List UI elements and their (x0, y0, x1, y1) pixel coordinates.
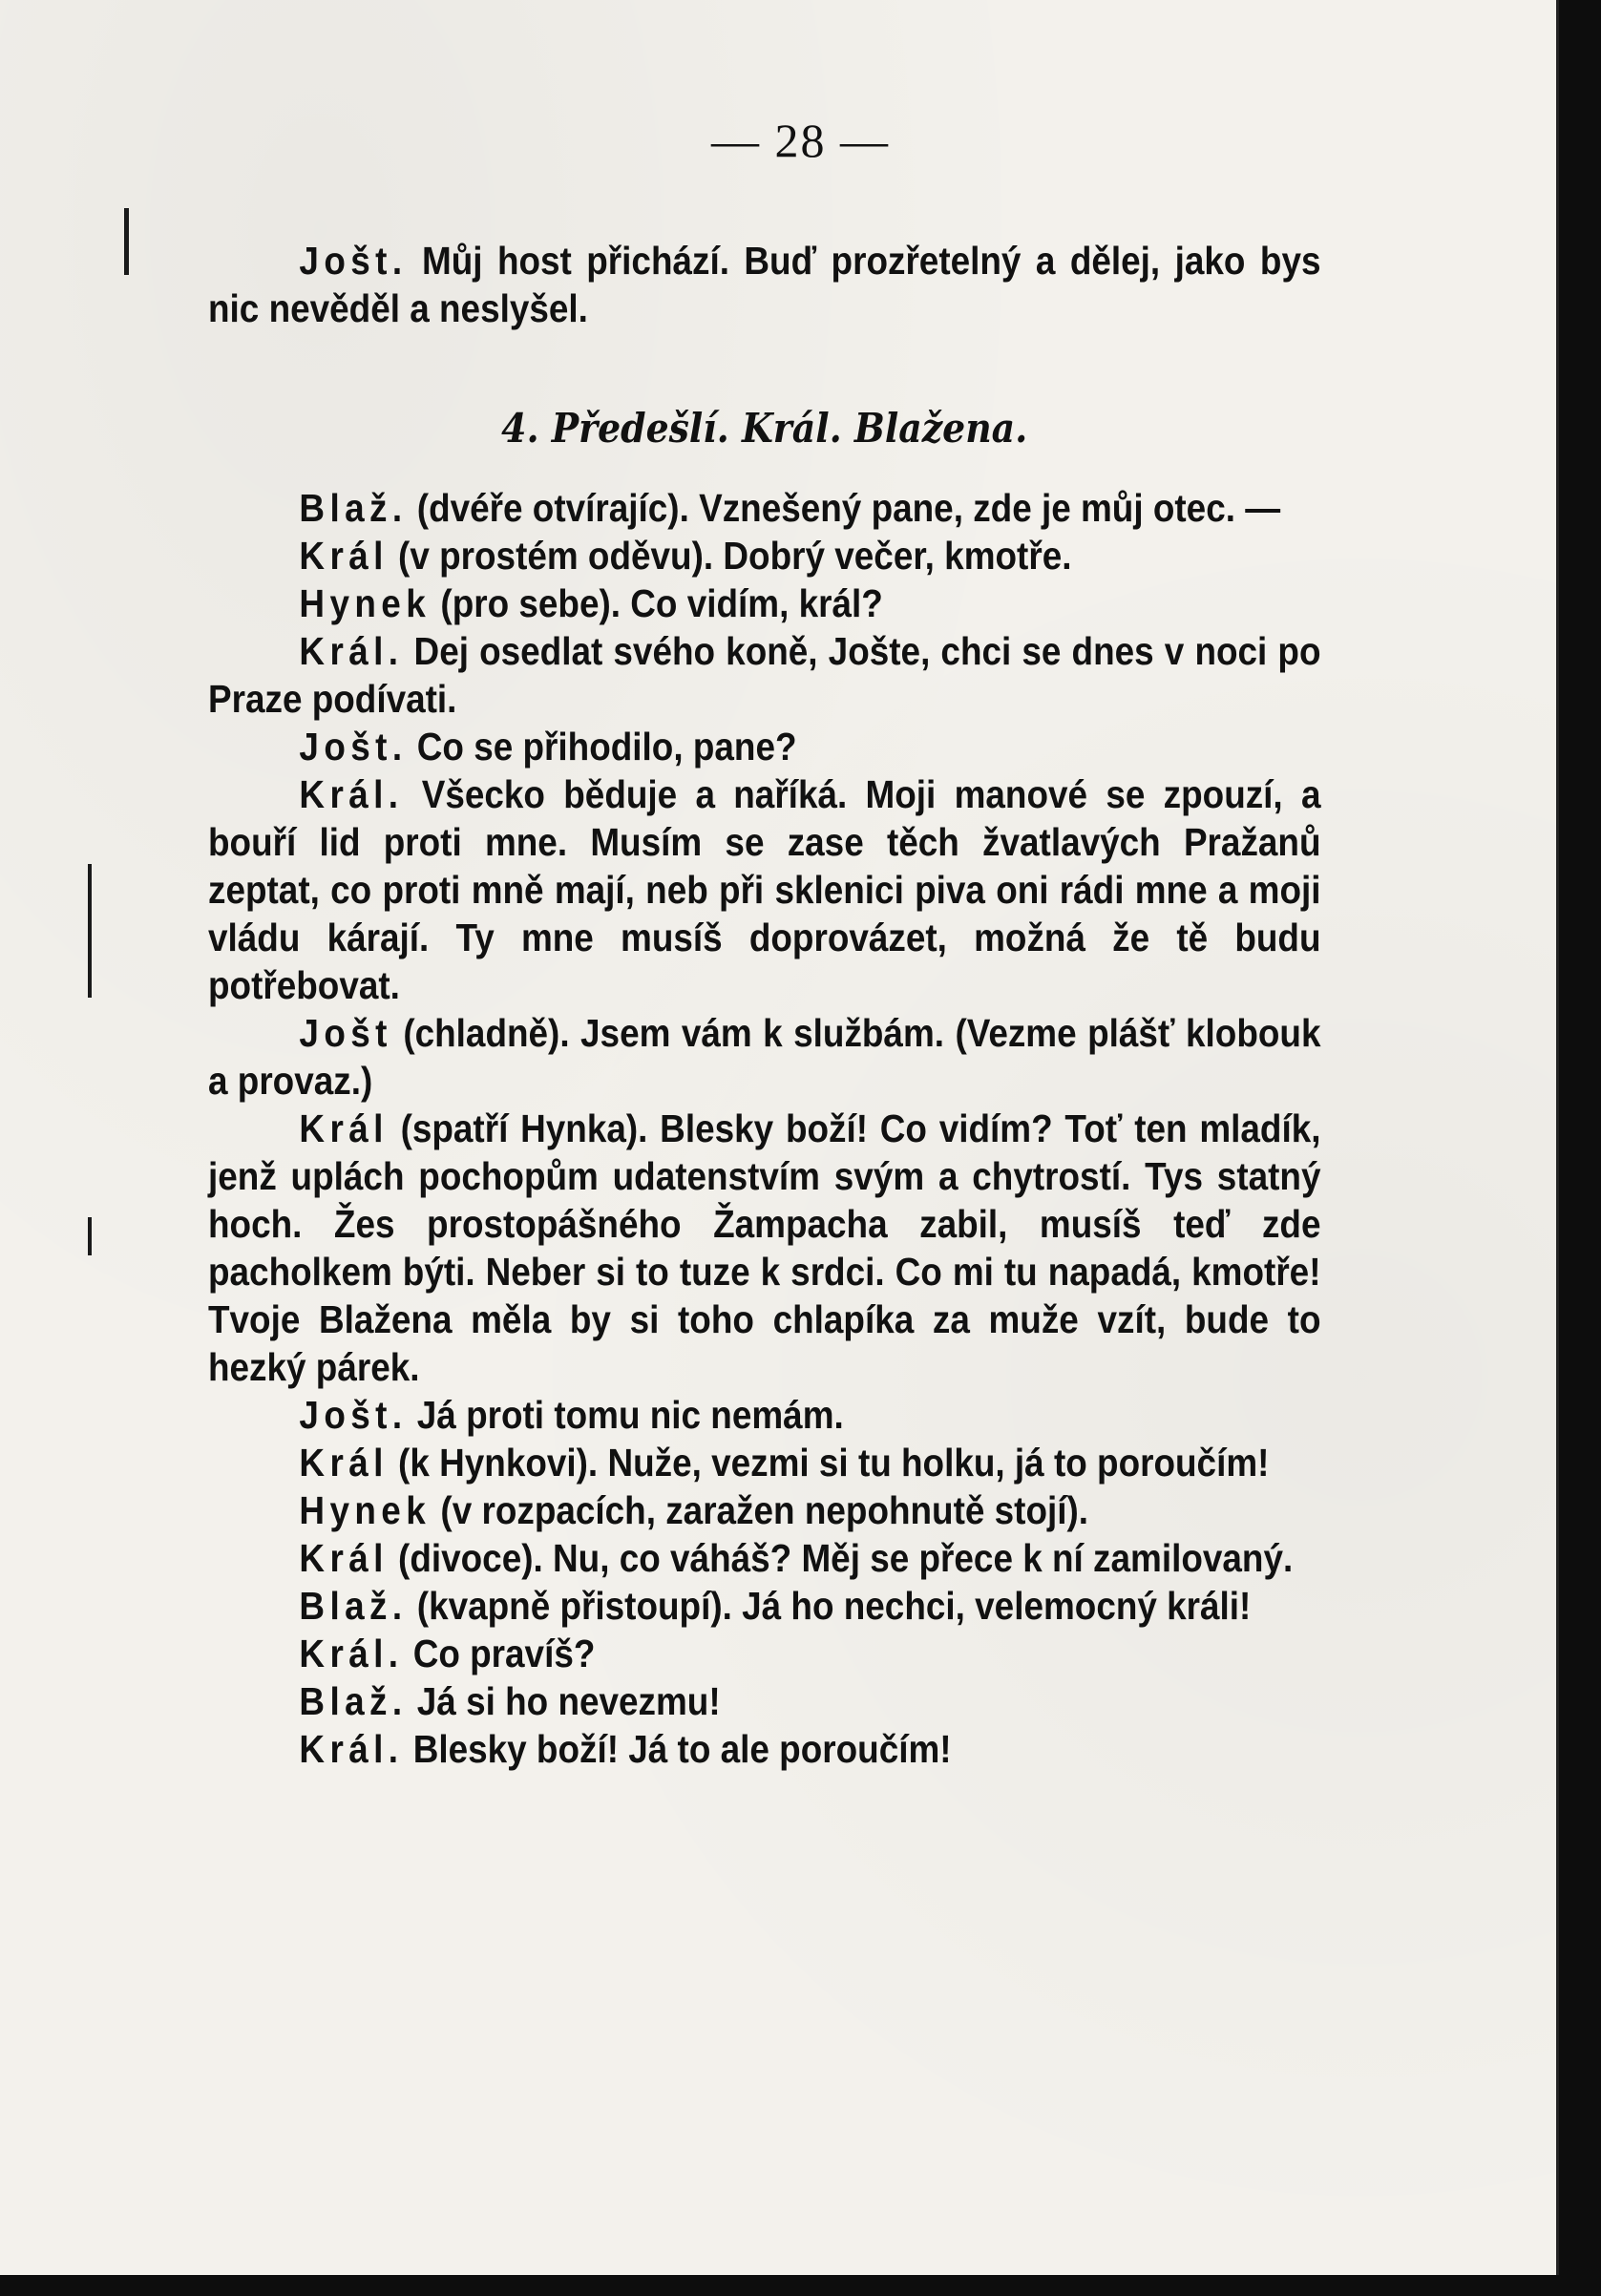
speaker-name: Král. (299, 629, 404, 673)
play-text (208, 237, 1321, 1773)
page-number: — 28 — (711, 114, 890, 167)
dialogue-text: Co se přihodilo, pane? (407, 725, 797, 769)
dialogue-text: Dej osedlat svého koně, Jošte, chci se dnes v noci po Praze podívati. (208, 629, 1321, 721)
dialogue-line (208, 770, 1321, 1009)
dialogue-line (208, 1009, 1321, 1105)
speaker-name: Král. (299, 772, 404, 816)
dialogue-text: (v rozpacích, zaražen nepohnutě stojí). (431, 1488, 1089, 1532)
dialogue-line (208, 723, 1321, 770)
dialogue-line (208, 1439, 1321, 1486)
speaker-name: Jošt. (299, 1393, 408, 1437)
speaker-name: Král (299, 534, 389, 578)
speaker-name: Blaž. (299, 1679, 408, 1723)
margin-mark (88, 1217, 92, 1255)
dialogue-text: (pro sebe). Co vidím, král? (431, 581, 883, 625)
dialogue-text: Blesky boží! Já to ale poroučím! (403, 1727, 952, 1771)
dialogue-text: (kvapně přistoupí). Já ho nechci, velemocný králi! (407, 1584, 1252, 1628)
dialogue-line (208, 579, 1321, 627)
dialogue-line (208, 1725, 1321, 1773)
dialogue-line (208, 484, 1321, 532)
scan-border-right (1559, 0, 1601, 2296)
dialogue-line (208, 532, 1321, 579)
dialogue-text: Můj host přichází. Buď prozřetelný a dělej, jako bys nic nevěděl a neslyšel. (208, 239, 1321, 330)
speaker-name: Hynek (299, 1488, 432, 1532)
dialogue-line (208, 237, 1321, 332)
speaker-name: Blaž. (299, 486, 408, 530)
speaker-name: Král. (299, 1632, 404, 1675)
speaker-name: Blaž. (299, 1584, 408, 1628)
dialogue-text: (v prostém oděvu). Dobrý večer, kmotře. (388, 534, 1072, 578)
dialogue-text: (divoce). Nu, co váháš? Měj se přece k ní zamilovaný. (388, 1536, 1294, 1580)
dialogue-line (208, 627, 1321, 723)
margin-mark (88, 864, 92, 998)
scan-border-bottom (0, 2275, 1601, 2296)
dialogue-text: Všecko běduje a naříká. Moji manové se zpouzí, a bouří lid proti mne. Musím se zase těch žvatlavých Pražanů zeptat, co proti mně mají, neb při sklenici piva oni rádi mne a moji vládu kárají. Ty mne musíš doprovázet, možná že tě budu potřebovat. (208, 772, 1321, 1007)
speaker-name: Hynek (299, 581, 432, 625)
speaker-name: Král (299, 1441, 389, 1485)
dialogue-text: (k Hynkovi). Nuže, vezmi si tu holku, já to poroučím! (388, 1441, 1270, 1485)
dialogue-line (208, 1486, 1321, 1534)
speaker-name: Jošt. (299, 725, 408, 769)
dialogue-line (208, 1582, 1321, 1630)
dialogue-line (208, 1630, 1321, 1677)
speaker-name: Jošt. (299, 239, 408, 283)
dialogue-text: (dvéře otvírajíc). Vznešený pane, zde je můj otec. — (407, 486, 1281, 530)
dialogue-text: (chladně). Jsem vám k službám. (Vezme plášť klobouk a provaz.) (208, 1011, 1321, 1103)
dialogue-text: Já si ho nevezmu! (407, 1679, 721, 1723)
margin-mark (124, 208, 129, 275)
dialogue-text: Co pravíš? (403, 1632, 596, 1675)
speaker-name: Král (299, 1106, 389, 1150)
dialogue-text: Já proti tomu nic nemám. (407, 1393, 844, 1437)
speaker-name: Král (299, 1536, 389, 1580)
dialogue-line (208, 1534, 1321, 1582)
speaker-name: Král. (299, 1727, 404, 1771)
speaker-name: Jošt (299, 1011, 392, 1055)
dialogue-line (208, 1105, 1321, 1391)
scene-heading: 4. Předešlí. Král. Blažena. (501, 405, 1028, 452)
dialogue-text: (spatří Hynka). Blesky boží! Co vidím? Toť ten mladík, jenž uplách pochopům udatenstvím svým a chytrostí. Tys statný hoch. Žes prostopášného Žampacha zabil, musíš teď zde pacholkem býti. Neber si to tuze k srdci. Co mi tu napadá, kmotře! Tvoje Blažena měla by si toho chlapíka za muže vzít, bude to hezký párek. (208, 1106, 1321, 1389)
scan-border-line (1556, 0, 1559, 2296)
dialogue-line (208, 1677, 1321, 1725)
dialogue-line (208, 1391, 1321, 1439)
